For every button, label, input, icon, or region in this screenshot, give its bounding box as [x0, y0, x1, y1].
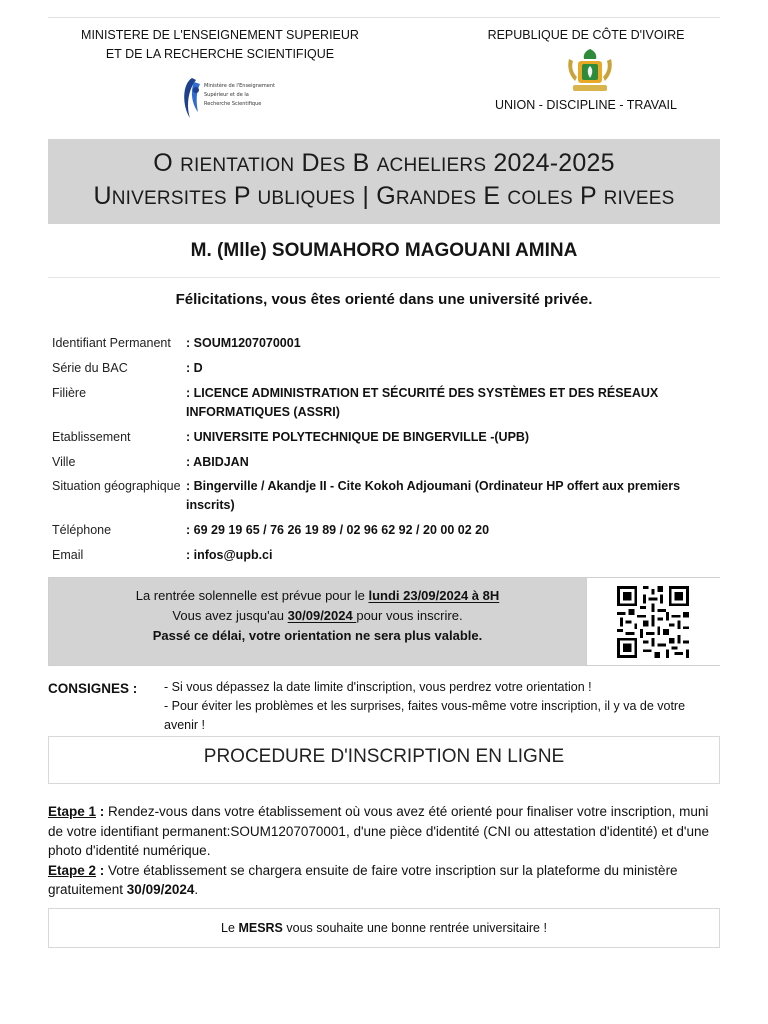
title-banner [48, 139, 720, 224]
ministry-heading [48, 26, 392, 64]
title-line-1: O RIENTATION DES B ACHELIERS 2024-2025 [153, 149, 615, 177]
qr-code-icon [615, 586, 691, 658]
logo-text-2: Supérieur et de la [204, 92, 249, 98]
info-label: Etablissement [52, 430, 131, 444]
consignes-list [164, 678, 720, 735]
info-label: Email [52, 548, 84, 562]
info-row-filiere [52, 384, 716, 422]
deadline-line: Vous avez jusqu'au 30/09/2024 pour vous inscrire. [172, 608, 463, 623]
coat-of-arms-icon [561, 45, 619, 97]
step-2: Etape 2 : Votre établissement se chargera ensuite de faire votre inscription sur la plateforme du ministère gratuitement 30/09/2024. [48, 862, 678, 897]
info-row-etablissement [52, 428, 716, 447]
rentree-date: lundi 23/09/2024 à 8H [368, 588, 500, 603]
consigne-item: - Si vous dépassez la date limite d'inscription, vous perdrez votre orientation ! [164, 680, 592, 694]
info-value: : ABIDJAN [186, 455, 249, 469]
info-value: : UNIVERSITE POLYTECHNIQUE DE BINGERVILLE -(UPB) [186, 430, 530, 444]
closing-message: Le MESRS vous souhaite une bonne rentrée universitaire ! [48, 908, 720, 948]
info-value: : LICENCE ADMINISTRATION ET SÉCURITÉ DES SYSTÈMES ET DES RÉSEAUX INFORMATIQUES (ASSRI) [186, 386, 659, 419]
info-label: Ville [52, 455, 76, 469]
republic-heading [472, 26, 700, 45]
logo-text-1: Ministère de l'Enseignement [204, 83, 276, 89]
congratulations-message: Félicitations, vous êtes orienté dans une université privée. [175, 291, 593, 308]
info-value: : D [186, 361, 203, 375]
mesrs-acronym: MESRS [238, 921, 283, 935]
logo-text-3: Recherche Scientifique [204, 101, 262, 107]
ministry-logo [180, 72, 276, 124]
info-value: : 69 29 19 65 / 76 26 19 89 / 02 96 62 92 / 20 00 02 20 [186, 523, 490, 537]
ministry-line-1: MINISTERE DE L'ENSEIGNEMENT SUPERIEUR [81, 28, 359, 42]
info-row-ville [52, 453, 716, 472]
info-label: Filière [52, 386, 87, 400]
deadline-notice-text [49, 578, 586, 665]
ministry-line-2: ET DE LA RECHERCHE SCIENTIFIQUE [105, 47, 335, 61]
national-motto: UNION - DISCIPLINE - TRAVAIL [495, 98, 677, 112]
consigne-item: - Pour éviter les problèmes et les surprises, faites vous-même votre inscription, il y va de votre avenir ! [164, 699, 686, 732]
info-label: Téléphone [52, 523, 112, 537]
step-1: Etape 1 : Rendez-vous dans votre établissement où vous avez été orienté pour finaliser votre inscription, muni de votre identifiant permanent:SOUM1207070001, d'une pièce d'identité (CNI ou attestation d'identité) et d'une photo d'identité numérique. [48, 804, 709, 858]
info-value: : SOUM1207070001 [186, 336, 301, 350]
procedure-steps [48, 802, 720, 900]
info-label: Série du BAC [52, 361, 128, 375]
deadline-date: 30/09/2024 [287, 608, 357, 623]
top-divider [48, 17, 720, 18]
republic-name: REPUBLIQUE DE CÔTE D'IVOIRE [487, 28, 685, 42]
qr-code-cell [586, 578, 720, 665]
info-row-email [52, 546, 716, 565]
info-row-telephone [52, 521, 716, 540]
info-value: : Bingerville / Akandje II - Cite Kokoh Adjoumani (Ordinateur HP offert aux premiers inscrits) [186, 479, 681, 512]
info-label: Identifiant Permanent [52, 336, 171, 350]
info-row-situation [52, 477, 716, 515]
rentree-line: La rentrée solennelle est prévue pour le lundi 23/09/2024 à 8H [135, 588, 500, 603]
procedure-heading: PROCEDURE D'INSCRIPTION EN LIGNE [48, 736, 720, 784]
info-row-serie-bac [52, 359, 716, 378]
info-value: : infos@upb.ci [186, 548, 273, 562]
student-name: M. (Mlle) SOUMAHORO MAGOUANI AMINA [190, 240, 578, 261]
name-divider [48, 277, 720, 278]
consignes-label: CONSIGNES : [48, 681, 138, 696]
info-row-identifiant [52, 334, 716, 353]
title-line-2: UNIVERSITES P UBLIQUES | GRANDES E COLES P RIVEES [93, 182, 675, 210]
validity-warning: Passé ce délai, votre orientation ne sera plus valable. [152, 628, 483, 643]
deadline-notice-box [48, 577, 720, 666]
info-label: Situation géographique [52, 479, 181, 493]
